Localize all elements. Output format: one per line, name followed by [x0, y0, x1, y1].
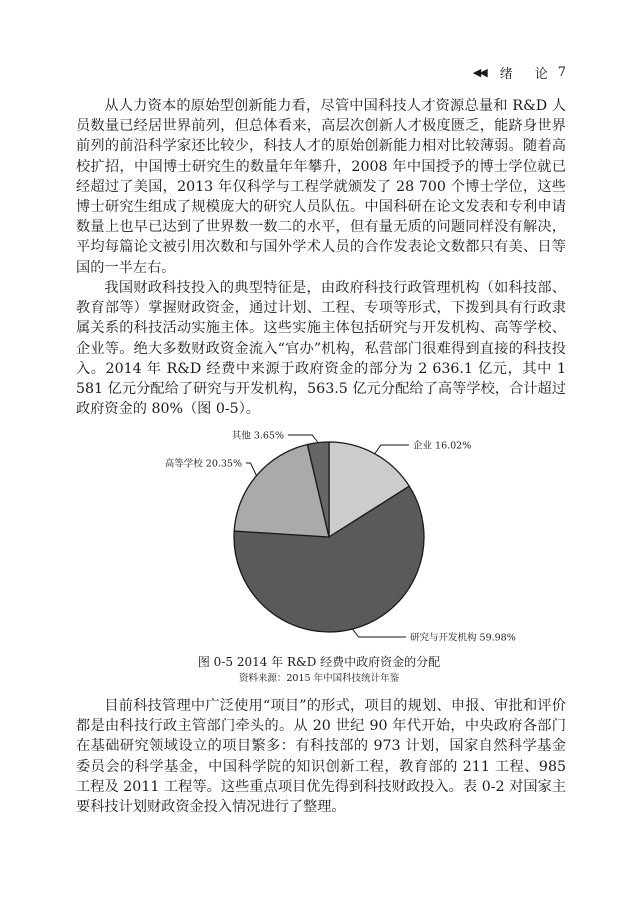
slice-label-1: 研究与开发机构 59.98% [410, 632, 516, 644]
leader-line-1 [353, 629, 406, 637]
paragraph-3 [76, 696, 566, 817]
figure-source: 资料来源：2015 年中国科技统计年鉴 [238, 673, 400, 684]
pie-slices [234, 442, 424, 632]
paragraph-text: 我国财政科技投入的典型特征是，由政府科技行政管理机构（如科技部、教育部等）掌握财政资金，通过计划、工程、专项等形式，下拨到具有行政隶属关系的科技活动实施主体。这些实施主体包括研究与开发机构、高等学校、企业等。绝大多数财政资金流入“官办”机构，私营部门很难得到直接的科技投入。2014 年 R&D 经费中来源于政府资金的部分为 2 636.1 亿元，其中 1 581 亿元分配给了研究与开发机构，563.5 亿元分配给了高等学校，合计超过政府资金的 80%（图 0-5）。 [76, 280, 566, 418]
chapter-title-char1: 绪 [499, 67, 513, 82]
pie-chart [0, 415, 638, 655]
slice-label-3: 其他 3.65% [231, 430, 284, 442]
back-arrows-icon: ◀◀ [472, 66, 486, 79]
paragraph-2 [76, 278, 566, 419]
page-number: 7 [557, 65, 566, 80]
slice-label-2: 高等学校 20.35% [164, 458, 242, 470]
paragraph-text: 从人力资本的原始型创新能力看，尽管中国科技人才资源总量和 R&D 人员数量已经居世界前列，但总体看来，高层次创新人才极度匮乏，能跻身世界前列的前沿科学家还比较少，科技人才的原始创新能力相对比较薄弱。随着高校扩招，中国博士研究生的数量年年攀升，2008 年中国授予的博士学位就已经超过了美国，2013 年仅科学与工程学就颁发了 28 700 个博士学位，这些博士研究生组成了规模庞大的研究人员队伍。中国科研在论文发表和专利申请数量上也早已达到了世界数一数二的水平，但有量无质的问题同样没有解决，平均每篇论文被引用次数和与国外学术人员的合作发表论文数都只有美、日等国的一半左右。 [76, 98, 566, 276]
figure-caption: 图 0-5 2014 年 R&D 经费中政府资金的分配 [197, 655, 441, 669]
leader-line-0 [375, 445, 409, 454]
leader-line-3 [288, 435, 318, 443]
chapter-title-char2: 论 [534, 67, 548, 82]
paragraph-1 [76, 96, 566, 278]
leader-line-2 [246, 463, 256, 476]
slice-label-0: 企业 16.02% [413, 440, 472, 452]
paragraph-text: 目前科技管理中广泛使用“项目”的形式，项目的规划、申报、审批和评价都是由科技行政主管部门牵头的。从 20 世纪 90 年代开始，中央政府各部门在基础研究领域设立的项目繁多：有科技部的 973 计划，国家自然科学基金委员会的科学基金，中国科学院的知识创新工程，教育部的 211 工程、985 工程及 2011 工程等。这些重点项目优先得到科技财政投入。表 0-2 对国家主要科技计划财政资金投入情况进行了整理。 [76, 698, 566, 816]
running-header [473, 63, 566, 82]
